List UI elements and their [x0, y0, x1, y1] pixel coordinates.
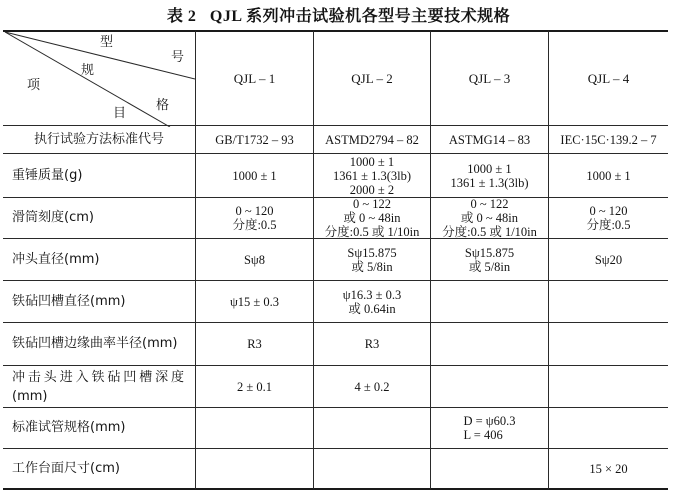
cell-text: ASTMD2794 – 82 — [325, 132, 419, 147]
table-caption: 表 2 QJL 系列冲击试验机各型号主要技术规格 — [166, 8, 511, 25]
label-text: 冲击头进入铁砧凹槽深度 — [12, 369, 184, 385]
header-corner-cell — [3, 30, 195, 125]
table-cell — [430, 197, 548, 238]
corner-char-mu: 目 — [113, 106, 127, 121]
table-cell — [430, 238, 548, 280]
table-cell — [195, 153, 313, 197]
row-label-standard-tube — [3, 407, 195, 448]
table-cell — [313, 125, 430, 153]
table-cell — [195, 365, 313, 407]
spec-table — [3, 30, 668, 490]
table-cell-empty — [430, 280, 548, 322]
table-cell — [548, 197, 668, 238]
cell-text: ASTMG14 – 83 — [448, 132, 531, 147]
row-label-punch-diameter — [3, 238, 195, 280]
table-cell — [195, 322, 313, 365]
cell-text: 或 0 ~ 48in — [460, 211, 519, 225]
table-cell-empty — [548, 322, 668, 365]
cell-text: 分度:0.5 或 1/10in — [324, 225, 420, 239]
row-label-groove-edge-radius — [3, 322, 195, 365]
table-cell-empty — [313, 407, 430, 448]
label-text: 铁砧凹槽边缘曲率半径(mm) — [12, 336, 178, 351]
label-text: (mm) — [12, 388, 48, 404]
row-label-anvil-groove-diameter — [3, 280, 195, 322]
table-cell — [548, 238, 668, 280]
cell-text: Sψ8 — [243, 252, 266, 267]
cell-text: 或 0 ~ 48in — [343, 211, 401, 225]
cell-text: 1000 ± 1 — [586, 168, 631, 183]
cell-text: Sψ15.875 — [464, 245, 515, 260]
table-cell — [195, 280, 313, 322]
table-cell — [548, 153, 668, 197]
cell-text: Sψ20 — [594, 252, 623, 267]
cell-text: 或 0.64in — [348, 301, 396, 316]
cell-text: IEC·15C·139.2 – 7 — [560, 132, 657, 147]
row-label-penetration-depth — [3, 365, 195, 407]
cell-text: 分度:0.5 或 1/10in — [442, 225, 537, 239]
table-cell-empty — [548, 407, 668, 448]
table-cell — [548, 125, 668, 153]
table-cell — [195, 197, 313, 238]
cell-text: 1000 ± 1 — [349, 154, 395, 169]
cell-text: L = 406 — [463, 428, 503, 442]
cell-text: 1000 ± 1 — [467, 161, 512, 176]
cell-text: 0 ~ 122 — [470, 197, 509, 211]
table-cell — [195, 125, 313, 153]
table-cell — [430, 125, 548, 153]
label-text: 滑筒刻度(cm) — [12, 210, 94, 225]
table-cell — [548, 448, 668, 490]
table-cell-empty — [430, 365, 548, 407]
cell-text: 1000 ± 1 — [232, 168, 277, 183]
header-model-3: QJL – 3 — [430, 30, 548, 125]
corner-char-xing: 型 — [100, 35, 114, 50]
header-model-2: QJL – 2 — [313, 30, 430, 125]
header-model-1: QJL – 1 — [195, 30, 313, 125]
cell-text: 或 5/8in — [351, 259, 393, 274]
row-label-slide-scale — [3, 197, 195, 238]
corner-char-ge: 格 — [156, 98, 170, 113]
cell-text: 或 5/8in — [468, 259, 511, 274]
table-cell — [313, 238, 430, 280]
cell-text: ψ15 ± 0.3 — [229, 294, 280, 309]
cell-text: R3 — [247, 337, 262, 351]
label-text: 工作台面尺寸(cm) — [12, 460, 120, 476]
cell-text: 0 ~ 122 — [352, 197, 391, 211]
table-cell — [313, 197, 430, 238]
table-cell — [430, 153, 548, 197]
cell-text: 2 ± 0.1 — [237, 379, 272, 394]
cell-text: ψ16.3 ± 0.3 — [342, 287, 402, 302]
table-cell-empty — [548, 280, 668, 322]
row-label-test-standard — [3, 125, 195, 153]
row-label-worktable-size — [3, 448, 195, 490]
cell-text: R3 — [364, 337, 380, 351]
table-cell — [195, 238, 313, 280]
cell-text: 1361 ± 1.3(3lb) — [450, 175, 529, 190]
label-text: 执行试验方法标准代号 — [33, 131, 164, 147]
corner-char-gui: 规 — [81, 63, 95, 78]
table-cell-empty — [195, 407, 313, 448]
cell-text: 0 ~ 120 — [589, 204, 628, 218]
label-text: 铁砧凹槽直径(mm) — [12, 293, 126, 309]
cell-text: 4 ± 0.2 — [354, 379, 390, 394]
corner-char-xiang: 项 — [27, 78, 41, 93]
table-cell — [430, 407, 548, 448]
cell-text: 分度:0.5 — [586, 218, 631, 232]
row-label-hammer-mass — [3, 153, 195, 197]
cell-text: 0 ~ 120 — [235, 204, 274, 218]
cell-text: Sψ15.875 — [347, 245, 397, 260]
cell-text: D = ψ60.3 — [463, 414, 516, 428]
label-text: 冲头直径(mm) — [12, 251, 100, 267]
cell-text: GB/T1732 – 93 — [215, 132, 294, 147]
table-cell — [313, 153, 430, 197]
label-text: 重锤质量(g) — [12, 167, 83, 183]
table-cell — [313, 365, 430, 407]
table-cell-empty — [548, 365, 668, 407]
cell-text: 1361 ± 1.3(3lb) — [332, 168, 412, 183]
table-cell-empty — [313, 448, 430, 490]
table-cell — [313, 280, 430, 322]
table-cell-empty — [195, 448, 313, 490]
header-model-4: QJL – 4 — [548, 30, 668, 125]
cell-text: 15 × 20 — [589, 461, 628, 476]
table-cell-empty — [430, 448, 548, 490]
table-cell — [313, 322, 430, 365]
label-text: 标准试管规格(mm) — [12, 420, 126, 435]
cell-text: 分度:0.5 — [232, 218, 277, 232]
table-cell-empty — [430, 322, 548, 365]
corner-char-hao: 号 — [171, 50, 185, 65]
cell-text: 2000 ± 2 — [349, 182, 395, 197]
